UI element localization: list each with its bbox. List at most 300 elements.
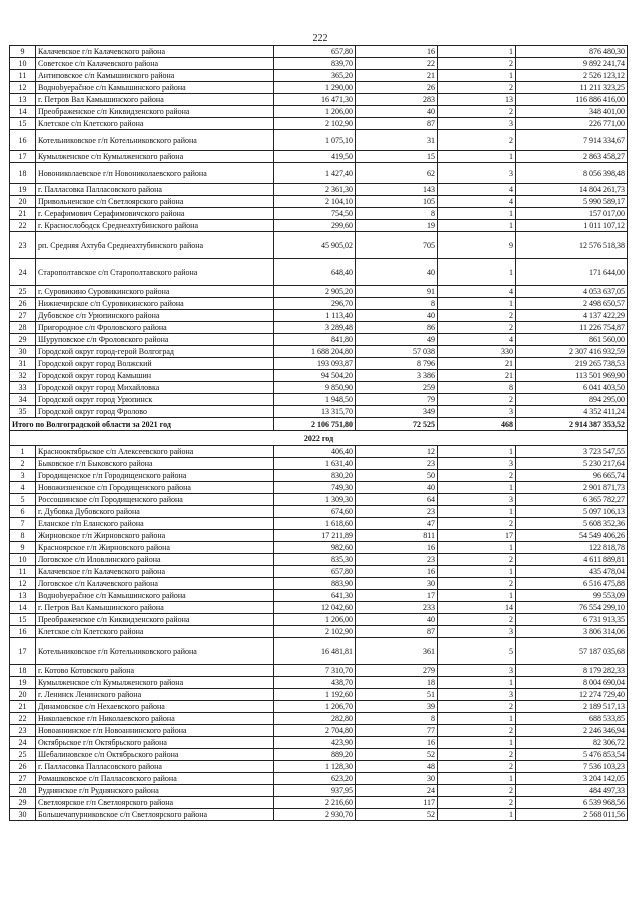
houses-count: 21 xyxy=(438,370,516,382)
area-value: 889,20 xyxy=(274,749,356,761)
row-number: 9 xyxy=(10,542,36,554)
houses-count: 1 xyxy=(438,151,516,163)
cost-value: 2 901 871,73 xyxy=(516,482,628,494)
people-count: 86 xyxy=(356,322,438,334)
people-count: 64 xyxy=(356,494,438,506)
table-row xyxy=(10,446,628,458)
row-number: 12 xyxy=(10,578,36,590)
houses-count: 2 xyxy=(438,394,516,406)
table-row xyxy=(10,677,628,689)
area-value: 2 930,70 xyxy=(274,809,356,821)
row-number: 13 xyxy=(10,94,36,106)
cost-value: 219 265 738,53 xyxy=(516,358,628,370)
municipality-name: Пригородное с/п Фроловского района xyxy=(36,322,274,334)
row-number: 24 xyxy=(10,259,36,286)
municipality-name: Калачевское г/п Калачевского района xyxy=(36,566,274,578)
people-count: 52 xyxy=(356,749,438,761)
table-row xyxy=(10,70,628,82)
municipality-name: Кумылженское с/п Кумылженского района xyxy=(36,677,274,689)
area-value: 2 905,20 xyxy=(274,286,356,298)
row-number: 29 xyxy=(10,797,36,809)
cost-value: 348 401,00 xyxy=(516,106,628,118)
houses-count: 1 xyxy=(438,737,516,749)
area-value: 45 905,02 xyxy=(274,232,356,259)
area-value: 2 102,90 xyxy=(274,118,356,130)
table-row xyxy=(10,46,628,58)
municipality-name: Красноoктябрьское с/п Алексеевского района xyxy=(36,446,274,458)
municipality-name: Советское с/п Калачевского района xyxy=(36,58,274,70)
municipality-name: Россошинское с/п Городищенского района xyxy=(36,494,274,506)
cost-value: 171 644,00 xyxy=(516,259,628,286)
table-section-2022 xyxy=(10,446,628,821)
municipality-name: Городской округ город Урюпинск xyxy=(36,394,274,406)
row-number: 27 xyxy=(10,773,36,785)
table-row xyxy=(10,785,628,797)
row-number: 29 xyxy=(10,334,36,346)
houses-count: 3 xyxy=(438,494,516,506)
cost-value: 12 576 518,38 xyxy=(516,232,628,259)
municipality-name: г. Краснослободск Среднеахтубинского района xyxy=(36,220,274,232)
area-value: 1 128,30 xyxy=(274,761,356,773)
row-number: 26 xyxy=(10,298,36,310)
table-row xyxy=(10,130,628,151)
area-value: 12 042,60 xyxy=(274,602,356,614)
total-pop: 72 525 xyxy=(356,418,438,431)
municipality-name: Котельниковское г/п Котельниковского района xyxy=(36,130,274,151)
people-count: 279 xyxy=(356,665,438,677)
houses-count: 2 xyxy=(438,725,516,737)
row-number: 14 xyxy=(10,602,36,614)
area-value: 299,60 xyxy=(274,220,356,232)
houses-count: 4 xyxy=(438,196,516,208)
row-number: 20 xyxy=(10,689,36,701)
people-count: 48 xyxy=(356,761,438,773)
table-row xyxy=(10,334,628,346)
area-value: 1 206,00 xyxy=(274,614,356,626)
cost-value: 96 665,74 xyxy=(516,470,628,482)
area-value: 648,40 xyxy=(274,259,356,286)
people-count: 40 xyxy=(356,259,438,286)
area-value: 13 315,70 xyxy=(274,406,356,418)
row-number: 27 xyxy=(10,310,36,322)
municipality-name: Шебалиновское с/п Октябрьского района xyxy=(36,749,274,761)
people-count: 3 386 xyxy=(356,370,438,382)
municipality-name: Клетское с/п Клетского района xyxy=(36,118,274,130)
houses-count: 2 xyxy=(438,578,516,590)
houses-count: 1 xyxy=(438,259,516,286)
people-count: 79 xyxy=(356,394,438,406)
area-value: 419,50 xyxy=(274,151,356,163)
area-value: 406,40 xyxy=(274,446,356,458)
row-number: 14 xyxy=(10,106,36,118)
people-count: 283 xyxy=(356,94,438,106)
area-value: 9 850,90 xyxy=(274,382,356,394)
houses-count: 2 xyxy=(438,82,516,94)
cost-value: 11 211 323,25 xyxy=(516,82,628,94)
row-number: 25 xyxy=(10,286,36,298)
people-count: 105 xyxy=(356,196,438,208)
table-row xyxy=(10,665,628,677)
people-count: 50 xyxy=(356,470,438,482)
people-count: 811 xyxy=(356,530,438,542)
row-number: 13 xyxy=(10,590,36,602)
houses-count: 2 xyxy=(438,106,516,118)
row-number: 19 xyxy=(10,184,36,196)
people-count: 259 xyxy=(356,382,438,394)
houses-count: 1 xyxy=(438,773,516,785)
people-count: 16 xyxy=(356,737,438,749)
area-value: 2 216,60 xyxy=(274,797,356,809)
area-value: 282,80 xyxy=(274,713,356,725)
municipality-name: Нижнечирское с/п Суровикинского района xyxy=(36,298,274,310)
people-count: 49 xyxy=(356,334,438,346)
houses-count: 2 xyxy=(438,761,516,773)
municipality-name: Городской округ город Камышин xyxy=(36,370,274,382)
table-row xyxy=(10,749,628,761)
people-count: 24 xyxy=(356,785,438,797)
table-row xyxy=(10,370,628,382)
row-number: 23 xyxy=(10,725,36,737)
cost-value: 9 892 241,74 xyxy=(516,58,628,70)
municipality-name: Калачевское г/п Калачевского района xyxy=(36,46,274,58)
houses-count: 1 xyxy=(438,566,516,578)
municipality-name: Новоаннинское г/п Новоаннинского района xyxy=(36,725,274,737)
table-row xyxy=(10,106,628,118)
municipality-name: Городской округ город Волжский xyxy=(36,358,274,370)
cost-value: 99 553,09 xyxy=(516,590,628,602)
people-count: 30 xyxy=(356,773,438,785)
municipality-name: Новониколаевское г/п Новониколаевского района xyxy=(36,163,274,184)
people-count: 62 xyxy=(356,163,438,184)
row-number: 8 xyxy=(10,530,36,542)
cost-value: 4 611 889,81 xyxy=(516,554,628,566)
cost-value: 14 804 261,73 xyxy=(516,184,628,196)
relocation-table xyxy=(9,45,628,821)
table-row xyxy=(10,458,628,470)
row-number: 10 xyxy=(10,58,36,70)
houses-count: 2 xyxy=(438,749,516,761)
municipality-name: Старополтавское с/п Старополтавского района xyxy=(36,259,274,286)
row-number: 9 xyxy=(10,46,36,58)
houses-count: 1 xyxy=(438,208,516,220)
cost-value: 2 863 458,27 xyxy=(516,151,628,163)
municipality-name: Логовское с/п Калачевского района xyxy=(36,578,274,590)
municipality-name: г. Дубовка Дубовского района xyxy=(36,506,274,518)
area-value: 438,70 xyxy=(274,677,356,689)
table-row xyxy=(10,554,628,566)
municipality-name: Клетское с/п Клетского района xyxy=(36,626,274,638)
area-value: 982,60 xyxy=(274,542,356,554)
table-row xyxy=(10,602,628,614)
municipality-name: Дубовское с/п Урюпинского района xyxy=(36,310,274,322)
people-count: 349 xyxy=(356,406,438,418)
table-row xyxy=(10,518,628,530)
cost-value: 5 097 106,13 xyxy=(516,506,628,518)
houses-count: 1 xyxy=(438,809,516,821)
row-number: 22 xyxy=(10,220,36,232)
table-row xyxy=(10,590,628,602)
table-row xyxy=(10,725,628,737)
area-value: 841,80 xyxy=(274,334,356,346)
people-count: 87 xyxy=(356,626,438,638)
people-count: 17 xyxy=(356,590,438,602)
table-row xyxy=(10,58,628,70)
municipality-name: Антиповское с/п Камышинского района xyxy=(36,70,274,82)
table-row xyxy=(10,614,628,626)
houses-count: 2 xyxy=(438,797,516,809)
row-number: 15 xyxy=(10,118,36,130)
area-value: 365,20 xyxy=(274,70,356,82)
row-number: 28 xyxy=(10,785,36,797)
houses-count: 3 xyxy=(438,626,516,638)
area-value: 657,80 xyxy=(274,566,356,578)
houses-count: 2 xyxy=(438,554,516,566)
year-2022-heading: 2022 год xyxy=(10,431,628,446)
municipality-name: Динамовское с/п Нехаевского района xyxy=(36,701,274,713)
cost-value: 7 914 334,67 xyxy=(516,130,628,151)
cost-value: 6 365 782,27 xyxy=(516,494,628,506)
people-count: 47 xyxy=(356,518,438,530)
area-value: 1 206,70 xyxy=(274,701,356,713)
table-row xyxy=(10,773,628,785)
people-count: 233 xyxy=(356,602,438,614)
cost-value: 1 011 107,12 xyxy=(516,220,628,232)
area-value: 674,60 xyxy=(274,506,356,518)
row-number: 23 xyxy=(10,232,36,259)
row-number: 2 xyxy=(10,458,36,470)
row-number: 17 xyxy=(10,638,36,665)
houses-count: 1 xyxy=(438,482,516,494)
cost-value: 82 306,72 xyxy=(516,737,628,749)
cost-value: 6 539 968,56 xyxy=(516,797,628,809)
table-row xyxy=(10,382,628,394)
municipality-name: Котельниковское г/п Котельниковского района xyxy=(36,638,274,665)
municipality-name: Кумылженское с/п Кумылженского района xyxy=(36,151,274,163)
row-number: 18 xyxy=(10,665,36,677)
municipality-name: Новожизненское с/п Городищенского района xyxy=(36,482,274,494)
municipality-name: г. Петров Вал Камышинского района xyxy=(36,602,274,614)
people-count: 15 xyxy=(356,151,438,163)
year-header-row xyxy=(10,431,628,446)
row-number: 19 xyxy=(10,677,36,689)
cost-value: 8 056 398,48 xyxy=(516,163,628,184)
table-row xyxy=(10,542,628,554)
houses-count: 1 xyxy=(438,46,516,58)
people-count: 77 xyxy=(356,725,438,737)
municipality-name: Еланское г/п Еланского района xyxy=(36,518,274,530)
houses-count: 2 xyxy=(438,518,516,530)
houses-count: 2 xyxy=(438,470,516,482)
row-number: 16 xyxy=(10,130,36,151)
row-number: 33 xyxy=(10,382,36,394)
row-number: 30 xyxy=(10,809,36,821)
people-count: 16 xyxy=(356,542,438,554)
cost-value: 894 295,00 xyxy=(516,394,628,406)
municipality-name: Красноярское г/п Жирновского района xyxy=(36,542,274,554)
row-number: 17 xyxy=(10,151,36,163)
area-value: 754,50 xyxy=(274,208,356,220)
houses-count: 1 xyxy=(438,590,516,602)
houses-count: 1 xyxy=(438,713,516,725)
cost-value: 5 230 217,64 xyxy=(516,458,628,470)
people-count: 705 xyxy=(356,232,438,259)
houses-count: 1 xyxy=(438,506,516,518)
area-value: 193 093,87 xyxy=(274,358,356,370)
municipality-name: Городищенское г/п Городищенского района xyxy=(36,470,274,482)
table-row xyxy=(10,809,628,821)
cost-value: 2 189 517,13 xyxy=(516,701,628,713)
area-value: 641,30 xyxy=(274,590,356,602)
people-count: 40 xyxy=(356,310,438,322)
cost-value: 688 533,85 xyxy=(516,713,628,725)
table-row xyxy=(10,286,628,298)
houses-count: 17 xyxy=(438,530,516,542)
area-value: 16 471,30 xyxy=(274,94,356,106)
cost-value: 5 608 352,36 xyxy=(516,518,628,530)
cost-value: 54 549 406,26 xyxy=(516,530,628,542)
houses-count: 1 xyxy=(438,677,516,689)
table-row xyxy=(10,220,628,232)
people-count: 40 xyxy=(356,614,438,626)
row-number: 4 xyxy=(10,482,36,494)
area-value: 1 206,00 xyxy=(274,106,356,118)
table-row xyxy=(10,761,628,773)
area-value: 423,90 xyxy=(274,737,356,749)
people-count: 22 xyxy=(356,58,438,70)
municipality-name: Городской округ город-герой Волгоград xyxy=(36,346,274,358)
area-value: 623,20 xyxy=(274,773,356,785)
row-number: 6 xyxy=(10,506,36,518)
municipality-name: Большечапурниковское с/п Светлоярского района xyxy=(36,809,274,821)
people-count: 40 xyxy=(356,106,438,118)
table-row xyxy=(10,310,628,322)
table-row xyxy=(10,494,628,506)
cost-value: 12 274 729,40 xyxy=(516,689,628,701)
cost-value: 2 307 416 932,59 xyxy=(516,346,628,358)
table-row xyxy=(10,163,628,184)
municipality-name: Преображенское с/п Киквидзенского района xyxy=(36,614,274,626)
houses-count: 8 xyxy=(438,382,516,394)
people-count: 8 xyxy=(356,298,438,310)
houses-count: 1 xyxy=(438,446,516,458)
houses-count: 4 xyxy=(438,184,516,196)
row-number: 24 xyxy=(10,737,36,749)
houses-count: 3 xyxy=(438,163,516,184)
houses-count: 2 xyxy=(438,785,516,797)
area-value: 94 504,20 xyxy=(274,370,356,382)
row-number: 32 xyxy=(10,370,36,382)
people-count: 30 xyxy=(356,578,438,590)
municipality-name: г. Палласовка Палласовского района xyxy=(36,184,274,196)
row-number: 30 xyxy=(10,346,36,358)
table-row xyxy=(10,232,628,259)
cost-value: 2 526 123,12 xyxy=(516,70,628,82)
municipality-name: Светлоярское г/п Светлоярского района xyxy=(36,797,274,809)
row-number: 10 xyxy=(10,554,36,566)
page-number: 222 xyxy=(312,33,328,44)
people-count: 91 xyxy=(356,286,438,298)
table-row xyxy=(10,566,628,578)
row-number: 12 xyxy=(10,82,36,94)
cost-value: 57 187 035,68 xyxy=(516,638,628,665)
area-value: 2 104,10 xyxy=(274,196,356,208)
row-number: 7 xyxy=(10,518,36,530)
table-row xyxy=(10,196,628,208)
people-count: 52 xyxy=(356,809,438,821)
people-count: 87 xyxy=(356,118,438,130)
table-row xyxy=(10,346,628,358)
area-value: 1 427,40 xyxy=(274,163,356,184)
total-sum: 2 914 387 353,52 xyxy=(516,418,628,431)
cost-value: 11 226 754,87 xyxy=(516,322,628,334)
houses-count: 2 xyxy=(438,130,516,151)
table-row xyxy=(10,208,628,220)
total-cnt: 468 xyxy=(438,418,516,431)
houses-count: 3 xyxy=(438,406,516,418)
table-row xyxy=(10,701,628,713)
table-row xyxy=(10,151,628,163)
area-value: 1 192,60 xyxy=(274,689,356,701)
area-value: 1 309,30 xyxy=(274,494,356,506)
people-count: 51 xyxy=(356,689,438,701)
municipality-name: Привольненское с/п Светлоярского района xyxy=(36,196,274,208)
houses-count: 3 xyxy=(438,689,516,701)
table-row xyxy=(10,358,628,370)
area-value: 17 211,89 xyxy=(274,530,356,542)
people-count: 21 xyxy=(356,70,438,82)
table-row xyxy=(10,482,628,494)
area-value: 2 704,80 xyxy=(274,725,356,737)
row-number: 11 xyxy=(10,566,36,578)
houses-count: 3 xyxy=(438,118,516,130)
municipality-name: г. Суровикино Суровикинского района xyxy=(36,286,274,298)
area-value: 749,30 xyxy=(274,482,356,494)
houses-count: 4 xyxy=(438,286,516,298)
municipality-name: г. Палласовка Палласовского района xyxy=(36,761,274,773)
cost-value: 226 771,00 xyxy=(516,118,628,130)
municipality-name: Логовское с/п Иловлинского района xyxy=(36,554,274,566)
cost-value: 876 480,30 xyxy=(516,46,628,58)
municipality-name: Водноbуераčное с/п Камышинского района xyxy=(36,590,274,602)
people-count: 117 xyxy=(356,797,438,809)
total-label: Итого по Волгоградской области за 2021 год xyxy=(10,418,274,431)
cost-value: 6 731 913,35 xyxy=(516,614,628,626)
area-value: 830,20 xyxy=(274,470,356,482)
area-value: 657,80 xyxy=(274,46,356,58)
area-value: 1 948,50 xyxy=(274,394,356,406)
people-count: 16 xyxy=(356,566,438,578)
table-row xyxy=(10,94,628,106)
cost-value: 116 886 416,00 xyxy=(516,94,628,106)
area-value: 937,95 xyxy=(274,785,356,797)
relocation-table-container xyxy=(9,45,627,821)
houses-count: 1 xyxy=(438,542,516,554)
table-row xyxy=(10,578,628,590)
area-value: 839,70 xyxy=(274,58,356,70)
row-number: 18 xyxy=(10,163,36,184)
cost-value: 435 478,04 xyxy=(516,566,628,578)
people-count: 26 xyxy=(356,82,438,94)
cost-value: 8 004 690,04 xyxy=(516,677,628,689)
cost-value: 3 204 142,05 xyxy=(516,773,628,785)
area-value: 2 102,90 xyxy=(274,626,356,638)
houses-count: 2 xyxy=(438,701,516,713)
cost-value: 484 497,33 xyxy=(516,785,628,797)
people-count: 40 xyxy=(356,482,438,494)
people-count: 16 xyxy=(356,46,438,58)
cost-value: 157 017,00 xyxy=(516,208,628,220)
cost-value: 3 723 547,55 xyxy=(516,446,628,458)
